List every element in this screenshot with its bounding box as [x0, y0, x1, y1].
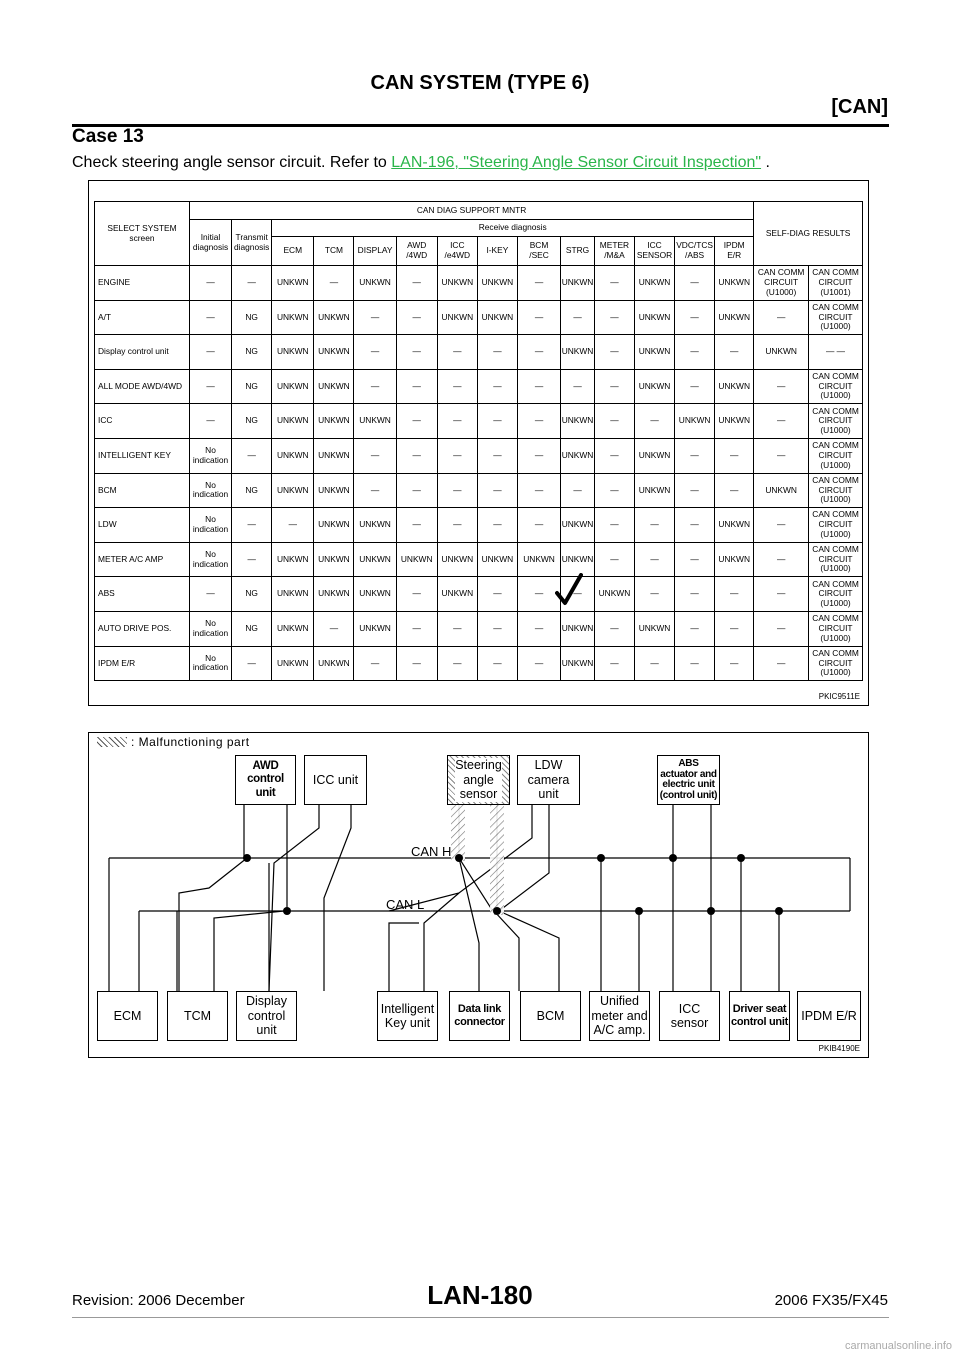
receive-diagnosis-cell: —: [437, 646, 477, 681]
receive-diagnosis-cell: —: [354, 335, 396, 370]
receive-diagnosis-cell: UNKWN: [634, 611, 674, 646]
system-name-cell: ICC: [95, 404, 190, 439]
check-mark-icon: [555, 573, 583, 607]
receive-diagnosis-cell: —: [314, 611, 354, 646]
transmit-diagnosis-cell: —: [232, 508, 272, 543]
figure-code: PKIB4190E: [818, 1044, 860, 1053]
case-heading: Case 13: [72, 126, 144, 147]
receive-diagnosis-cell: —: [354, 300, 396, 335]
self-diag-cell: CAN COMM CIRCUIT (U1000): [809, 300, 863, 335]
receive-diagnosis-cell: UNKWN: [715, 404, 754, 439]
receive-diagnosis-cell: —: [437, 473, 477, 508]
receive-diagnosis-cell: —: [477, 335, 517, 370]
tcm-box: TCM: [167, 991, 228, 1041]
transmit-diagnosis-cell: —: [232, 646, 272, 681]
receive-diagnosis-cell: UNKWN: [715, 369, 754, 404]
receive-diagnosis-cell: —: [675, 266, 715, 301]
receive-diagnosis-cell: —: [477, 404, 517, 439]
receive-diagnosis-cell: —: [675, 438, 715, 473]
system-name-cell: ABS: [95, 577, 190, 612]
system-name-cell: BCM: [95, 473, 190, 508]
system-name-cell: INTELLIGENT KEY: [95, 438, 190, 473]
initial-diagnosis-cell: No indication: [189, 542, 231, 577]
receive-diagnosis-cell: UNKWN: [314, 369, 354, 404]
receive-diagnosis-cell: —: [437, 369, 477, 404]
receive-diagnosis-cell: —: [594, 508, 634, 543]
receive-diagnosis-cell: —: [561, 473, 595, 508]
receive-diagnosis-cell: —: [272, 508, 314, 543]
legend-text: : Malfunctioning part: [131, 735, 250, 749]
self-diag-header: SELF-DIAG RESULTS: [754, 202, 863, 266]
self-diag-cell: UNKWN: [754, 473, 809, 508]
system-name-cell: A/T: [95, 300, 190, 335]
receive-diagnosis-cell: —: [437, 508, 477, 543]
receive-diagnosis-cell: —: [477, 473, 517, 508]
self-diag-cell: CAN COMM CIRCUIT (U1000): [809, 369, 863, 404]
awd-control-unit-box: AWD control unit: [235, 755, 296, 805]
table-row: [95, 404, 863, 439]
unified-meter-box: Unified meter and A/C amp.: [589, 991, 650, 1041]
receive-diagnosis-cell: UNKWN: [634, 438, 674, 473]
receive-column-header: STRG: [561, 237, 595, 266]
initial-diagnosis-cell: —: [189, 266, 231, 301]
receive-diagnosis-cell: —: [354, 646, 396, 681]
system-name-cell: LDW: [95, 508, 190, 543]
receive-diagnosis-cell: —: [517, 473, 560, 508]
transmit-diagnosis-header: Transmit diagnosis: [232, 220, 272, 266]
receive-diagnosis-cell: UNKWN: [314, 300, 354, 335]
receive-diagnosis-cell: —: [634, 404, 674, 439]
receive-diagnosis-cell: —: [517, 404, 560, 439]
receive-diagnosis-cell: UNKWN: [354, 542, 396, 577]
table-row: [95, 335, 863, 370]
self-diag-cell: — —: [809, 335, 863, 370]
receive-diagnosis-cell: —: [396, 369, 437, 404]
receive-diagnosis-cell: UNKWN: [314, 473, 354, 508]
receive-diagnosis-cell: UNKWN: [437, 300, 477, 335]
self-diag-cell: —: [754, 300, 809, 335]
self-diag-cell: CAN COMM CIRCUIT (U1000): [809, 611, 863, 646]
self-diag-cell: —: [754, 542, 809, 577]
receive-diagnosis-cell: —: [517, 335, 560, 370]
diagram-legend: [97, 735, 250, 749]
receive-column-header: BCM /SEC: [517, 237, 560, 266]
steering-angle-sensor-label: Steering angle sensor: [455, 758, 502, 802]
receive-diagnosis-cell: —: [634, 508, 674, 543]
table-row: [95, 542, 863, 577]
case-instruction: [72, 154, 770, 172]
receive-diagnosis-cell: —: [477, 369, 517, 404]
receive-diagnosis-cell: —: [517, 646, 560, 681]
receive-diagnosis-cell: UNKWN: [272, 369, 314, 404]
initial-diagnosis-cell: No indication: [189, 473, 231, 508]
receive-diagnosis-cell: —: [594, 438, 634, 473]
receive-diagnosis-cell: —: [354, 473, 396, 508]
receive-diagnosis-cell: —: [517, 577, 560, 612]
system-name-cell: Display control unit: [95, 335, 190, 370]
self-diag-cell: CAN COMM CIRCUIT (U1000): [809, 542, 863, 577]
self-diag-cell: CAN COMM CIRCUIT (U1001): [809, 266, 863, 301]
receive-diagnosis-cell: —: [396, 266, 437, 301]
receive-diagnosis-cell: UNKWN: [354, 266, 396, 301]
can-diag-header: CAN DIAG SUPPORT MNTR: [189, 202, 753, 220]
ldw-camera-unit-box: LDW camera unit: [517, 755, 580, 805]
receive-column-header: I-KEY: [477, 237, 517, 266]
can-l-label: CAN L: [386, 897, 425, 912]
receive-diagnosis-cell: UNKWN: [594, 577, 634, 612]
instruction-suffix: .: [761, 154, 770, 171]
receive-diagnosis-cell: —: [517, 300, 560, 335]
initial-diagnosis-cell: No indication: [189, 438, 231, 473]
receive-diagnosis-cell: UNKWN: [272, 438, 314, 473]
receive-diagnosis-cell: UNKWN: [561, 646, 595, 681]
receive-diagnosis-cell: UNKWN: [272, 646, 314, 681]
can-diag-table-figure: [88, 180, 869, 706]
table-row: [95, 508, 863, 543]
table-row: [95, 577, 863, 612]
receive-diagnosis-cell: —: [477, 438, 517, 473]
receive-diagnosis-cell: —: [634, 542, 674, 577]
transmit-diagnosis-cell: NG: [232, 577, 272, 612]
receive-diagnosis-cell: —: [675, 369, 715, 404]
receive-diagnosis-cell: —: [437, 335, 477, 370]
can-wiring-diagram: [88, 732, 869, 1058]
receive-diagnosis-cell: UNKWN: [314, 542, 354, 577]
receive-diagnosis-cell: —: [396, 508, 437, 543]
initial-diagnosis-cell: —: [189, 300, 231, 335]
watermark: carmanualsonline.info: [844, 1340, 952, 1352]
receive-diagnosis-cell: UNKWN: [715, 300, 754, 335]
receive-diagnosis-cell: —: [517, 508, 560, 543]
receive-column-header: AWD /4WD: [396, 237, 437, 266]
system-name-cell: AUTO DRIVE POS.: [95, 611, 190, 646]
receive-diagnosis-cell: UNKWN: [634, 335, 674, 370]
table-row: [95, 369, 863, 404]
receive-diagnosis-cell: —: [437, 438, 477, 473]
system-name-cell: ENGINE: [95, 266, 190, 301]
receive-diagnosis-cell: UNKWN: [561, 266, 595, 301]
receive-diagnosis-cell: UNKWN: [561, 611, 595, 646]
receive-diagnosis-cell: UNKWN: [561, 335, 595, 370]
can-diag-table: [94, 201, 863, 681]
transmit-diagnosis-cell: NG: [232, 369, 272, 404]
receive-diagnosis-cell: UNKWN: [272, 300, 314, 335]
receive-diagnosis-cell: UNKWN: [477, 300, 517, 335]
receive-diagnosis-cell: —: [396, 404, 437, 439]
initial-diagnosis-cell: —: [189, 404, 231, 439]
receive-diagnosis-cell: —: [517, 369, 560, 404]
transmit-diagnosis-cell: —: [232, 542, 272, 577]
self-diag-cell: —: [754, 369, 809, 404]
receive-diagnosis-cell: —: [594, 266, 634, 301]
receive-diagnosis-cell: —: [675, 611, 715, 646]
instruction-text: Check steering angle sensor circuit. Refer to: [72, 154, 392, 171]
revision-text: Revision: 2006 December: [72, 1292, 245, 1309]
receive-column-header: IPDM E/R: [715, 237, 754, 266]
self-diag-cell: —: [754, 646, 809, 681]
self-diag-cell: —: [754, 508, 809, 543]
receive-diagnosis-cell: UNKWN: [272, 266, 314, 301]
receive-diagnosis-cell: UNKWN: [272, 473, 314, 508]
receive-diagnosis-cell: UNKWN: [396, 542, 437, 577]
malfunction-hatch-swatch: [97, 737, 127, 747]
receive-diagnosis-cell: —: [675, 335, 715, 370]
receive-column-header: VDC/TCS /ABS: [675, 237, 715, 266]
receive-diagnosis-header: Receive diagnosis: [272, 220, 754, 237]
receive-diagnosis-cell: —: [396, 646, 437, 681]
receive-diagnosis-cell: —: [517, 438, 560, 473]
steering-angle-sensor-box: [447, 755, 510, 805]
receive-diagnosis-cell: —: [396, 438, 437, 473]
self-diag-cell: CAN COMM CIRCUIT (U1000): [754, 266, 809, 301]
receive-diagnosis-cell: UNKWN: [354, 577, 396, 612]
receive-column-header: METER /M&A: [594, 237, 634, 266]
self-diag-cell: CAN COMM CIRCUIT (U1000): [809, 508, 863, 543]
receive-diagnosis-cell: —: [715, 335, 754, 370]
page-title: CAN SYSTEM (TYPE 6): [370, 72, 590, 94]
receive-diagnosis-cell: —: [594, 611, 634, 646]
self-diag-cell: —: [754, 611, 809, 646]
receive-diagnosis-cell: UNKWN: [715, 266, 754, 301]
self-diag-cell: CAN COMM CIRCUIT (U1000): [809, 404, 863, 439]
display-control-unit-box: Display control unit: [236, 991, 297, 1041]
receive-diagnosis-cell: UNKWN: [561, 438, 595, 473]
section-tag: [CAN]: [831, 96, 888, 118]
receive-column-header: ICC SENSOR: [634, 237, 674, 266]
receive-diagnosis-cell: UNKWN: [314, 508, 354, 543]
receive-diagnosis-cell: UNKWN: [634, 300, 674, 335]
receive-diagnosis-cell: —: [594, 473, 634, 508]
self-diag-cell: —: [754, 577, 809, 612]
receive-diagnosis-cell: —: [634, 646, 674, 681]
ipdm-er-box: IPDM E/R: [797, 991, 861, 1041]
receive-diagnosis-cell: UNKWN: [354, 404, 396, 439]
receive-diagnosis-cell: —: [437, 611, 477, 646]
self-diag-cell: CAN COMM CIRCUIT (U1000): [809, 646, 863, 681]
receive-diagnosis-cell: —: [594, 404, 634, 439]
receive-diagnosis-cell: —: [561, 300, 595, 335]
model-text: 2006 FX35/FX45: [774, 1292, 888, 1309]
receive-diagnosis-cell: UNKWN: [272, 542, 314, 577]
receive-diagnosis-cell: UNKWN: [272, 335, 314, 370]
self-diag-cell: CAN COMM CIRCUIT (U1000): [809, 438, 863, 473]
receive-diagnosis-cell: —: [561, 577, 595, 612]
receive-diagnosis-cell: —: [675, 473, 715, 508]
receive-diagnosis-cell: —: [396, 473, 437, 508]
receive-diagnosis-cell: —: [354, 438, 396, 473]
self-diag-cell: CAN COMM CIRCUIT (U1000): [809, 473, 863, 508]
receive-diagnosis-cell: —: [675, 542, 715, 577]
icc-unit-box: ICC unit: [304, 755, 367, 805]
receive-diagnosis-cell: —: [715, 577, 754, 612]
receive-diagnosis-cell: UNKWN: [437, 266, 477, 301]
receive-diagnosis-cell: UNKWN: [354, 611, 396, 646]
receive-diagnosis-cell: —: [715, 646, 754, 681]
table-row: [95, 266, 863, 301]
footer-rule: [72, 1317, 889, 1318]
transmit-diagnosis-cell: NG: [232, 611, 272, 646]
receive-diagnosis-cell: —: [396, 577, 437, 612]
receive-diagnosis-cell: —: [675, 508, 715, 543]
driver-seat-control-unit-box: Driver seat control unit: [729, 991, 790, 1041]
receive-column-header: DISPLAY: [354, 237, 396, 266]
receive-diagnosis-cell: —: [675, 646, 715, 681]
receive-diagnosis-cell: UNKWN: [634, 473, 674, 508]
initial-diagnosis-cell: No indication: [189, 646, 231, 681]
receive-diagnosis-cell: UNKWN: [477, 266, 517, 301]
ecm-box: ECM: [97, 991, 158, 1041]
receive-diagnosis-cell: —: [715, 473, 754, 508]
receive-diagnosis-cell: UNKWN: [272, 611, 314, 646]
receive-diagnosis-cell: —: [594, 646, 634, 681]
receive-diagnosis-cell: UNKWN: [675, 404, 715, 439]
table-row: [95, 473, 863, 508]
receive-diagnosis-cell: UNKWN: [561, 404, 595, 439]
receive-diagnosis-cell: UNKWN: [314, 404, 354, 439]
receive-diagnosis-cell: UNKWN: [437, 542, 477, 577]
bcm-box: BCM: [520, 991, 581, 1041]
receive-diagnosis-cell: UNKWN: [272, 577, 314, 612]
receive-diagnosis-cell: —: [477, 611, 517, 646]
transmit-diagnosis-cell: NG: [232, 300, 272, 335]
data-link-connector-box: Data link connector: [449, 991, 510, 1041]
receive-diagnosis-cell: —: [561, 369, 595, 404]
initial-diagnosis-cell: No indication: [189, 611, 231, 646]
receive-diagnosis-cell: UNKWN: [477, 542, 517, 577]
receive-diagnosis-cell: UNKWN: [272, 404, 314, 439]
receive-diagnosis-cell: UNKWN: [634, 369, 674, 404]
can-h-label: CAN H: [411, 844, 452, 859]
system-name-cell: METER A/C AMP: [95, 542, 190, 577]
receive-diagnosis-cell: UNKWN: [517, 542, 560, 577]
receive-diagnosis-cell: UNKWN: [715, 508, 754, 543]
receive-diagnosis-cell: —: [437, 404, 477, 439]
self-diag-cell: —: [754, 404, 809, 439]
page-number: LAN-180: [427, 1280, 533, 1310]
system-name-cell: ALL MODE AWD/4WD: [95, 369, 190, 404]
receive-diagnosis-cell: —: [675, 577, 715, 612]
receive-diagnosis-cell: —: [594, 542, 634, 577]
receive-diagnosis-cell: UNKWN: [354, 508, 396, 543]
self-diag-cell: UNKWN: [754, 335, 809, 370]
system-name-cell: IPDM E/R: [95, 646, 190, 681]
receive-diagnosis-cell: UNKWN: [437, 577, 477, 612]
receive-diagnosis-cell: UNKWN: [314, 335, 354, 370]
transmit-diagnosis-cell: —: [232, 438, 272, 473]
icc-sensor-box: ICC sensor: [659, 991, 720, 1041]
receive-diagnosis-cell: —: [477, 508, 517, 543]
initial-diagnosis-cell: —: [189, 335, 231, 370]
receive-diagnosis-cell: —: [396, 335, 437, 370]
transmit-diagnosis-cell: NG: [232, 473, 272, 508]
receive-diagnosis-cell: —: [396, 300, 437, 335]
receive-diagnosis-cell: —: [517, 611, 560, 646]
initial-diagnosis-cell: No indication: [189, 508, 231, 543]
receive-diagnosis-cell: —: [517, 266, 560, 301]
receive-diagnosis-cell: —: [594, 335, 634, 370]
self-diag-cell: —: [754, 438, 809, 473]
table-row: [95, 611, 863, 646]
table-row: [95, 646, 863, 681]
receive-diagnosis-cell: —: [715, 611, 754, 646]
select-system-header: SELECT SYSTEM screen: [95, 202, 190, 266]
receive-diagnosis-cell: —: [715, 438, 754, 473]
receive-diagnosis-cell: —: [396, 611, 437, 646]
receive-column-header: ICC /e4WD: [437, 237, 477, 266]
receive-diagnosis-cell: —: [675, 300, 715, 335]
transmit-diagnosis-cell: —: [232, 266, 272, 301]
figure-code: PKIC9511E: [818, 692, 860, 701]
receive-diagnosis-cell: —: [314, 266, 354, 301]
receive-diagnosis-cell: UNKWN: [715, 542, 754, 577]
header-rule: [72, 124, 889, 127]
receive-diagnosis-cell: —: [594, 300, 634, 335]
receive-diagnosis-cell: UNKWN: [634, 266, 674, 301]
intelligent-key-unit-box: Intelligent Key unit: [377, 991, 438, 1041]
table-row: [95, 300, 863, 335]
receive-diagnosis-cell: UNKWN: [314, 577, 354, 612]
abs-actuator-box: ABS actuator and electric unit (control unit): [657, 755, 720, 805]
initial-diagnosis-cell: —: [189, 577, 231, 612]
initial-diagnosis-cell: —: [189, 369, 231, 404]
receive-diagnosis-cell: —: [354, 369, 396, 404]
receive-diagnosis-cell: UNKWN: [314, 646, 354, 681]
initial-diagnosis-header: Initial diagnosis: [189, 220, 231, 266]
receive-diagnosis-cell: UNKWN: [561, 542, 595, 577]
transmit-diagnosis-cell: NG: [232, 404, 272, 439]
receive-diagnosis-cell: UNKWN: [561, 508, 595, 543]
receive-diagnosis-cell: —: [477, 577, 517, 612]
receive-column-header: TCM: [314, 237, 354, 266]
receive-column-header: ECM: [272, 237, 314, 266]
table-row: [95, 438, 863, 473]
receive-diagnosis-cell: UNKWN: [314, 438, 354, 473]
inspection-link[interactable]: LAN-196, "Steering Angle Sensor Circuit Inspection": [391, 154, 762, 171]
receive-diagnosis-cell: —: [477, 646, 517, 681]
transmit-diagnosis-cell: NG: [232, 335, 272, 370]
receive-diagnosis-cell: —: [634, 577, 674, 612]
receive-diagnosis-cell: —: [594, 369, 634, 404]
self-diag-cell: CAN COMM CIRCUIT (U1000): [809, 577, 863, 612]
